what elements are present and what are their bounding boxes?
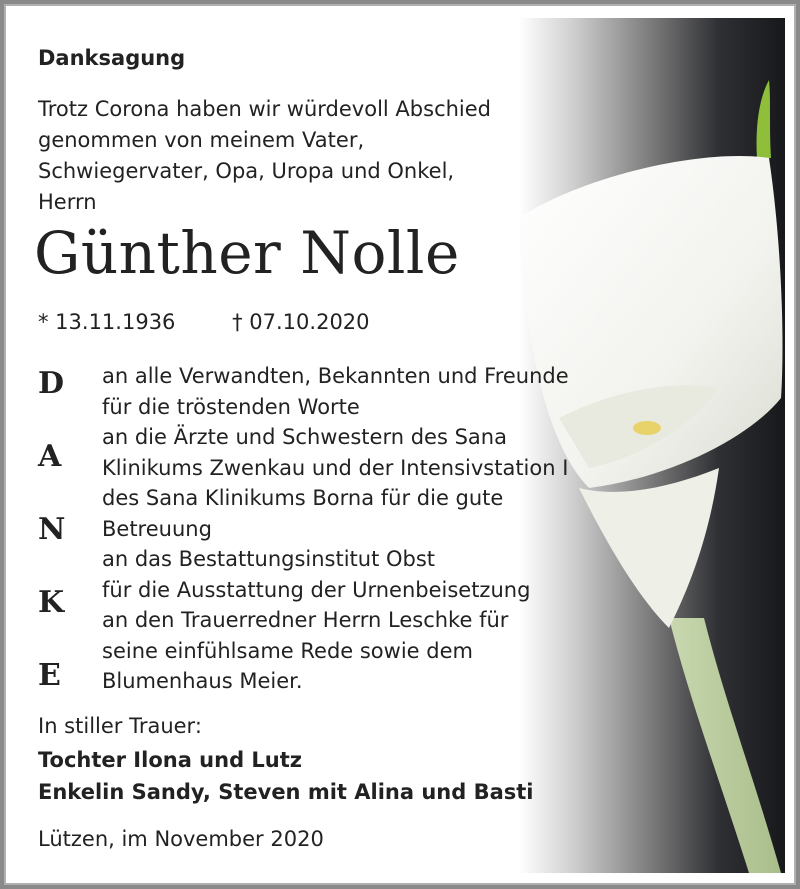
danke-letter-a: A (38, 439, 62, 474)
thanks-line: des Sana Klinikums Borna für die gute (102, 486, 504, 510)
thanks-line: seine einfühlsame Rede sowie dem (102, 638, 473, 663)
closing-place-date: Lützen, im November 2020 (38, 827, 324, 851)
intro-line: genommen von meinem Vater, (38, 128, 365, 152)
thanks-line: an den Trauerredner Herrn Leschke für (102, 608, 509, 632)
mourner-line: Tochter Ilona und Lutz (38, 748, 303, 772)
danke-letter-n: N (38, 512, 66, 547)
mourner-line: Enkelin Sandy, Steven mit Alina und Basti (38, 780, 534, 804)
danke-letter-k: K (38, 585, 65, 620)
thanks-line: Betreuung (102, 516, 212, 541)
danke-letter-e: E (38, 658, 61, 693)
thanks-line: an alle Verwandten, Bekannten und Freunde (102, 364, 569, 388)
life-dates (38, 310, 370, 334)
thanks-line: an das Bestattungsinstitut Obst (102, 547, 436, 571)
thanks-text (102, 361, 622, 697)
danke-letter-d: D (38, 366, 65, 401)
intro-text (38, 94, 558, 218)
thanks-line: an die Ärzte und Schwestern des Sana (102, 425, 507, 449)
notice-frame (4, 4, 796, 885)
heading: Danksagung (38, 46, 186, 70)
intro-line: Schwiegervater, Opa, Uropa und Onkel, (38, 159, 455, 183)
thanks-line: für die tröstenden Worte (102, 394, 360, 419)
deceased-name: Günther Nolle (34, 219, 460, 287)
birth-date: * 13.11.1936 (38, 310, 176, 334)
thanks-line: für die Ausstattung der Urnenbeisetzung (102, 577, 531, 602)
thanks-line: Blumenhaus Meier. (102, 669, 303, 693)
intro-line: Herrn (38, 190, 97, 214)
thanks-line: Klinikums Zwenkau und der Intensivstation I (102, 455, 569, 480)
death-date: † 07.10.2020 (232, 310, 370, 334)
intro-line: Trotz Corona haben wir würdevoll Abschied (38, 97, 492, 121)
mourning-label: In stiller Trauer: (38, 714, 202, 738)
